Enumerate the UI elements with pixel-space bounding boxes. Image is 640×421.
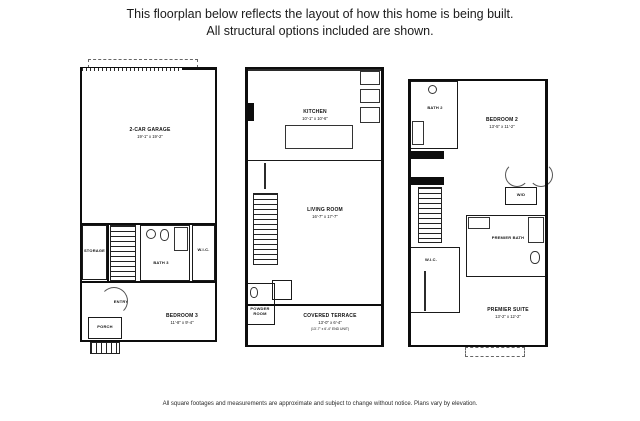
room-label-porch: PORCH — [97, 324, 113, 329]
sink-icon-bath2 — [428, 85, 437, 94]
room-label-powder: POWDER ROOM — [250, 306, 270, 316]
room-label-garage: 2-CAR GARAGE 19'-1" x 19'-2" — [129, 127, 171, 139]
wall-mid-lower — [80, 281, 217, 283]
room-label-terrace: COVERED TERRACE 13'-0" x 6'-4" (13'-7" x 6'-4" END UNIT) — [303, 313, 357, 331]
refrigerator-icon — [360, 71, 380, 85]
stairs-upper — [418, 187, 442, 243]
terrace-door — [272, 280, 292, 300]
wall-terrace-top — [247, 304, 382, 306]
stair-rail-main — [264, 163, 266, 189]
header-line-2: All structural options included are shown. — [206, 24, 434, 38]
stairs-lower — [110, 225, 136, 281]
header-line-1: This floorplan below reflects the layout of how this home is being built. — [126, 7, 514, 21]
wic-lower — [192, 225, 215, 281]
upper-wall-block-2 — [410, 177, 444, 185]
room-label-wic-lower: W.I.C. — [197, 247, 210, 252]
toilet-icon — [160, 229, 169, 241]
stairs-main — [253, 193, 278, 265]
porch-steps — [90, 342, 120, 354]
disclaimer-text: All square footages and measurements are approximate and subject to change without notice. Plans vary by elevation. — [162, 401, 478, 407]
kitchen-island — [285, 125, 353, 149]
room-label-wic-upper: W.I.C. — [424, 257, 438, 262]
garage-door — [82, 68, 182, 71]
closet-door-swing-1 — [505, 163, 529, 187]
tub-icon-bath2 — [412, 121, 424, 145]
wic-shelf — [424, 271, 426, 311]
room-label-bath2: BATH 2 — [427, 105, 443, 110]
room-label-wd: W/D — [516, 192, 526, 197]
vanity-icon — [468, 217, 490, 229]
toilet-icon-premier — [530, 251, 540, 264]
closet-door-swing-2 — [529, 163, 553, 187]
sink-icon — [146, 229, 156, 239]
room-label-entry: ENTRY — [113, 299, 129, 304]
upper-overhang — [465, 347, 525, 357]
room-label-bedroom2: BEDROOM 2 13'-5" x 11'-2" — [485, 117, 519, 129]
room-label-premier-suite: PREMIER SUITE 13'-2" x 12'-2" — [487, 307, 529, 319]
shower-icon — [528, 217, 544, 243]
room-label-kitchen: KITCHEN 10'-1" x 10'-6" — [302, 109, 328, 121]
main-wall-left — [245, 67, 248, 347]
room-label-storage: STORAGE — [83, 248, 106, 253]
upper-wall-left — [408, 79, 411, 347]
entry-door-swing — [100, 287, 128, 315]
tub-icon — [174, 227, 188, 251]
main-wall-right — [381, 67, 384, 347]
toilet-icon-powder — [250, 287, 258, 298]
pantry-icon — [360, 107, 380, 123]
floorplan-header — [0, 6, 640, 40]
wall-garage-side — [107, 223, 109, 281]
room-label-bath3: BATH 3 — [153, 260, 169, 265]
upper-wall-block-1 — [410, 151, 444, 159]
room-label-living: LIVING ROOM 16'-7" x 17'-7" — [307, 207, 343, 219]
range-icon — [360, 89, 380, 103]
floorplan-diagram — [0, 55, 640, 365]
room-label-premier-bath: PREMIER BATH — [491, 235, 525, 240]
upper-wall-right — [545, 79, 548, 347]
room-label-bedroom3: BEDROOM 3 11'-8" x 9'-4" — [165, 313, 199, 325]
